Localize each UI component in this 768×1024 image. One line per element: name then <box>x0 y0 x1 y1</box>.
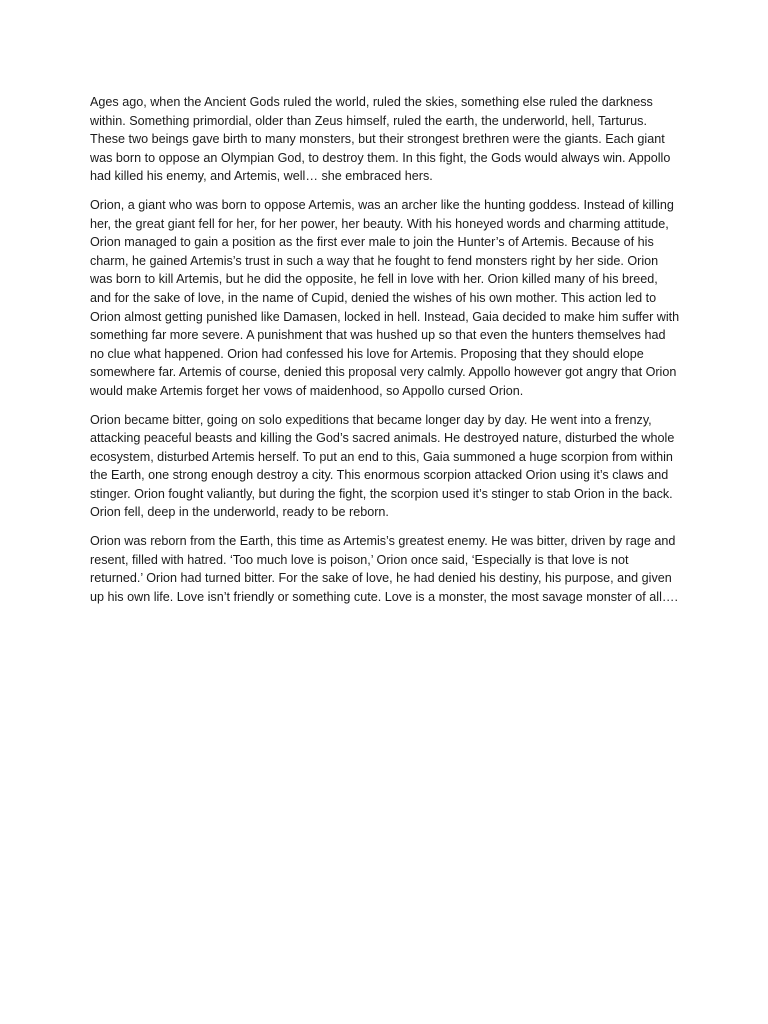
paragraph-3: Orion became bitter, going on solo expeditions that became longer day by day. He went into a frenzy, attacking peaceful beasts and killing the God’s sacred animals. He destroyed nature, disturbed the whole ecosystem, disturbed Artemis herself. To put an end to this, Gaia summoned a huge scorpion from within the Earth, one strong enough destroy a city. This enormous scorpion attacked Orion using it’s claws and stinger. Orion fought valiantly, but during the fight, the scorpion used it’s stinger to stab Orion in the back. Orion fell, deep in the underworld, ready to be reborn. <box>90 412 675 520</box>
document-body <box>90 93 680 616</box>
paragraph-2: Orion, a giant who was born to oppose Artemis, was an archer like the hunting goddess. Instead of killing her, the great giant fell for her, for her power, her beauty. With his honeyed words and charming attitude, Orion managed to gain a position as the first ever male to join the Hunter’s of Artemis. Because of his charm, he gained Artemis’s trust in such a way that he fought to fend monsters right by her side. Orion was born to kill Artemis, but he did the opposite, he fell in love with her. Orion killed many of his breed, and for the sake of love, in the name of Cupid, denied the wishes of his own mother. This action led to Orion almost getting punished like Damasen, locked in hell. Instead, Gaia decided to make him suffer with something far more severe. A punishment that was hushed up so that even the hunters themselves had no clue what happened. Orion had confessed his love for Artemis. Proposing that they should elope somewhere far. Artemis of course, denied this proposal very calmly. Appollo however got angry that Orion would make Artemis forget her vows of maidenhood, so Appollo cursed Orion. <box>90 197 680 398</box>
paragraph-4: Orion was reborn from the Earth, this time as Artemis’s greatest enemy. He was bitter, driven by rage and resent, filled with hatred. ‘Too much love is poison,’ Orion once said, ‘Especially is that love is not returned.’ Orion had turned bitter. For the sake of love, he had denied his destiny, his purpose, and given up his own life. Love isn’t friendly or something cute. Love is a monster, the most savage monster of all…. <box>90 534 678 604</box>
paragraph-1: Ages ago, when the Ancient Gods ruled the world, ruled the skies, something else ruled the darkness within. Something primordial, older than Zeus himself, ruled the earth, the underworld, hell, Tarturus. These two beings gave birth to many monsters, but their strongest brethren were the giants. Each giant was born to oppose an Olympian God, to destroy them. In this fight, the Gods would always win. Appollo had killed his enemy, and Artemis, well… she embraced hers. <box>90 95 671 184</box>
